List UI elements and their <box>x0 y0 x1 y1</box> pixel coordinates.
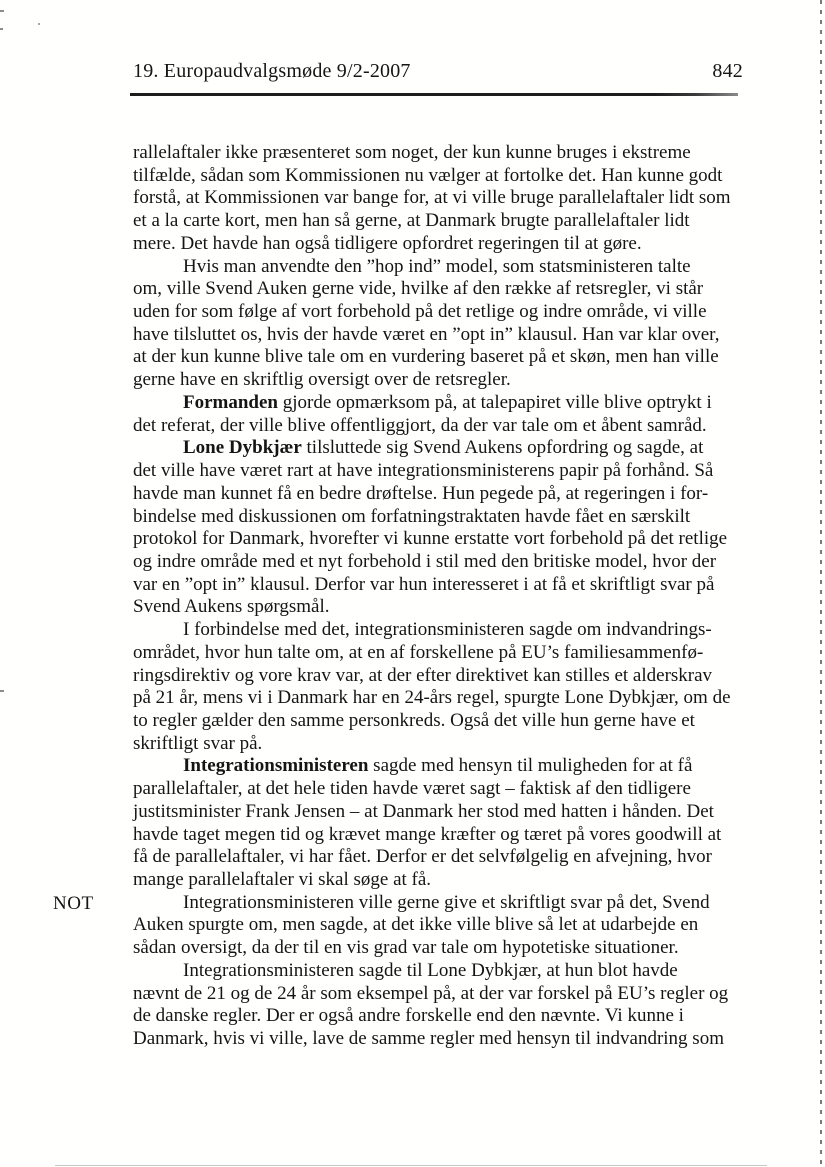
text-line: protokol for Danmark, hvorefter vi kunne erstatte vort forbehold på det retlige <box>133 528 728 550</box>
text-line: I forbindelse med det, integrationsministeren sagde om indvandrings- <box>183 619 712 641</box>
text-line: et a la carte kort, men han så gerne, at Danmark brugte parallelaftaler lidt <box>133 210 690 232</box>
text-line: de danske regler. Der er også andre forskelle end den nævnte. Vi kunne i <box>133 1005 684 1027</box>
paragraph <box>133 256 749 392</box>
text-line: bindelse med diskussionen om forfatningstraktaten havde fået en særskilt <box>133 505 691 527</box>
text-line: rallelaftaler ikke præsenteret som noget, der kun kunne bruges i ekstreme <box>133 142 691 163</box>
scan-artifact-right-dotted-line <box>820 0 822 1167</box>
text-line: uden for som følge af vort forbehold på det retlige og indre område, vi ville <box>133 301 707 323</box>
text-line <box>133 755 749 778</box>
text-line: og indre område med et nyt forbehold i stil med den britiske model, hvor der <box>133 550 717 572</box>
text-line: at der kun kunne blive tale om en vurdering baseret på et skøn, men han ville <box>133 346 719 368</box>
scan-artifact-dash <box>0 10 4 12</box>
text-line: justitsminister Frank Jensen – at Danmark her stod med hatten i hånden. Det <box>133 800 714 822</box>
text-line: om, ville Svend Auken gerne vide, hvilke af den række af retsregler, vi står <box>133 278 704 300</box>
text-line: var en ”opt in” klausul. Derfor var hun interesseret i at få et skriftligt svar på <box>133 573 715 595</box>
text-line: havde man kunnet få en bedre drøftelse. Hun pegede på, at regeringen i for- <box>133 482 709 504</box>
text-line: gerne have en skriftlig oversigt over de retsregler. <box>133 369 511 391</box>
text-line: Hvis man anvendte den ”hop ind” model, som statsministeren talte <box>183 255 691 277</box>
text-line-content: gjorde opmærksom på, at talepapiret ville blive optrykt i <box>282 391 712 413</box>
text-line: Auken spurgte om, men sagde, at det ikke ville blive så let at udarbejde en <box>133 914 699 936</box>
document-body <box>53 142 749 1051</box>
text-line: parallelaftaler, at det hele tiden havde været sagt – faktisk af den tidligere <box>133 778 691 800</box>
speaker-name: Lone Dybkjær <box>183 437 302 459</box>
text-line: det ville have været rart at have integrationsministerens papir på forhånd. Så <box>133 460 714 482</box>
text-line: to regler gælder den samme personkreds. Også det ville hun gerne have et <box>133 709 695 731</box>
scan-artifact-dash <box>0 28 3 30</box>
paragraph <box>133 960 749 1051</box>
paragraph <box>53 891 749 960</box>
text-line: Integrationsministeren sagde til Lone Dybkjær, at hun blot havde <box>183 959 678 981</box>
text-line: området, hvor hun talte om, at en af forskellene på EU’s familiesammenfø- <box>133 641 704 663</box>
speaker-name: Formanden <box>183 391 278 413</box>
paragraph <box>133 755 749 891</box>
scan-artifact-dash <box>0 690 4 692</box>
text-line-content: sagde med hensyn til muligheden for at få <box>373 755 693 777</box>
scan-artifact-dot <box>38 23 40 25</box>
text-line: mange parallelaftaler vi skal søge at få. <box>133 869 432 890</box>
margin-note: NOT <box>53 892 94 914</box>
header-title: 19. Europaudvalgsmøde 9/2-2007 <box>133 60 411 82</box>
page-header <box>133 60 743 83</box>
speaker-name: Integrationsministeren <box>183 755 369 777</box>
text-line: tilfælde, sådan som Kommissionen nu vælger at fortolke det. Han kunne godt <box>133 164 723 186</box>
text-line: sådan oversigt, da der til en vis grad var tale om hypotetiske situationer. <box>133 937 679 959</box>
text-line: forstå, at Kommissionen var bange for, at vi ville bruge parallelaftaler lidt som <box>133 187 731 209</box>
paragraph <box>133 437 749 619</box>
paragraph <box>133 142 749 256</box>
text-line <box>133 437 749 460</box>
text-line: skriftligt svar på. <box>133 732 263 754</box>
text-line: Svend Aukens spørgsmål. <box>133 596 330 618</box>
text-line: havde taget megen tid og krævet mange kræfter og tæret på vores goodwill at <box>133 823 722 845</box>
text-line: ringsdirektiv og vore krav var, at der efter direktivet kan stilles et alderskrav <box>133 664 713 686</box>
header-rule <box>130 93 738 96</box>
text-line: mere. Det havde han også tidligere opfordret regeringen til at gøre. <box>133 232 642 254</box>
text-line: have tilsluttet os, hvis der havde været en ”opt in” klausul. Han var klar over, <box>133 323 720 345</box>
text-line <box>133 392 749 415</box>
text-line: på 21 år, mens vi i Danmark har en 24-års regel, spurgte Lone Dybkjær, om de <box>133 687 731 709</box>
text-line: få de parallelaftaler, vi har fået. Derfor er det selvfølgelig en afvejning, hvor <box>133 846 712 868</box>
text-line-content: tilsluttede sig Svend Aukens opfordring og sagde, at <box>306 437 704 459</box>
scan-artifact-bottom-line <box>55 1165 767 1166</box>
text-line: det referat, der ville blive offentliggjort, da der var tale om et åbent samråd. <box>133 414 707 436</box>
text-line: nævnt de 21 og de 24 år som eksempel på, at der var forskel på EU’s regler og <box>133 982 729 1004</box>
text-line: Integrationsministeren ville gerne give et skriftligt svar på det, Svend <box>183 891 710 913</box>
paragraph <box>133 619 749 755</box>
paragraph <box>133 392 749 437</box>
page-number: 842 <box>712 60 743 82</box>
text-line: Danmark, hvis vi ville, lave de samme regler med hensyn til indvandring som <box>133 1028 724 1050</box>
